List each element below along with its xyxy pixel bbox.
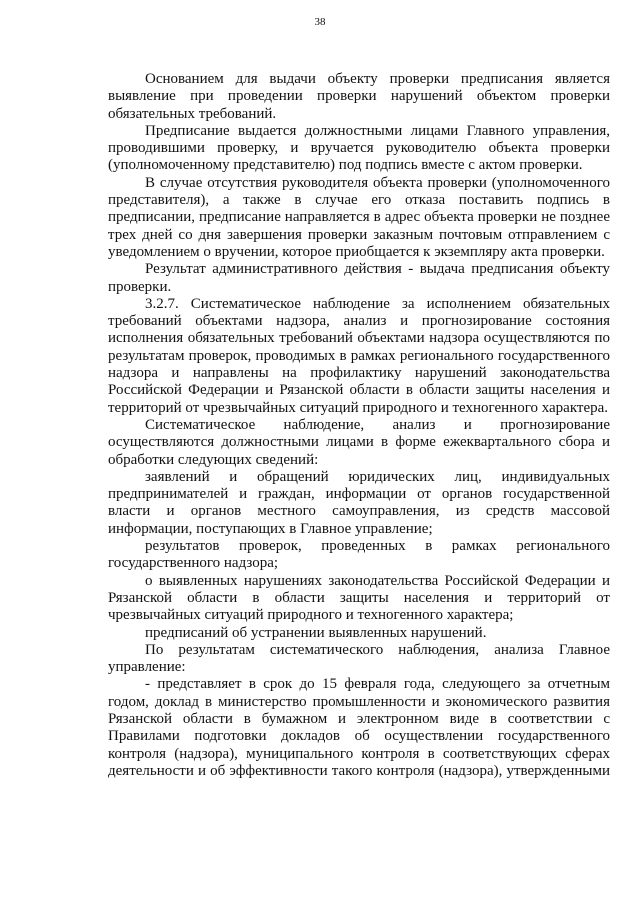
list-item-inspection-results: результатов проверок, проведенных в рамках регионального государственного надзора; xyxy=(108,538,610,572)
paragraph-section-3-2-7: 3.2.7. Систематическое наблюдение за исполнением обязательных требований объектами надзора, анализ и прогнозирование состояния исполнения обязательных требований объектами надзора осуществляются по результатам проверок, проводимых в рамках регионального государственного надзора и направлены на профилактику нарушений законодательства Российской Федерации и Рязанской области в области защиты населения и территорий от чрезвычайных ситуаций природного и техногенного характера. xyxy=(108,295,610,416)
list-item-violations: о выявленных нарушениях законодательства Российской Федерации и Рязанской области в области защиты населения и территорий от чрезвычайных ситуаций природного и техногенного характера; xyxy=(108,572,610,624)
paragraph-report-deadline: - представляет в срок до 15 февраля года, следующего за отчетным годом, доклад в министерство промышленности и экономического развития Рязанской области в бумажном и электронном виде в соответствии с Правилами подготовки докладов об осуществлении государственного контроля (надзора), муниципального контроля в соответствующих сферах деятельности и об эффективности такого контроля (надзора), утвержденными xyxy=(108,676,610,779)
document-body xyxy=(108,71,610,780)
paragraph-results-intro: По результатам систематического наблюдения, анализа Главное управление: xyxy=(108,641,610,676)
paragraph-action-result: Результат административного действия - выдача предписания объекту проверки. xyxy=(108,261,610,295)
list-item-appeals: заявлений и обращений юридических лиц, индивидуальных предпринимателей и граждан, информации от органов государственной власти и органов местного самоуправления, из средств массовой информации, поступающих в Главное управление; xyxy=(108,468,610,537)
paragraph-absence-of-head: В случае отсутствия руководителя объекта проверки (уполномоченного представителя), а также в случае его отказа поставить подпись в предписании, предписание направляется в адрес объекта проверки не позднее трех дней со дня завершения проверки заказным почтовым отправлением с уведомлением о вручении, которое приобщается к экземпляру акта проверки. xyxy=(108,174,610,260)
paragraph-observation-form: Систематическое наблюдение, анализ и прогнозирование осуществляются должностными лицами в форме ежеквартального сбора и обработки следующих сведений: xyxy=(108,416,610,468)
list-item-orders: предписаний об устранении выявленных нарушений. xyxy=(145,624,487,641)
paragraph-order-grounds: Основанием для выдачи объекту проверки предписания является выявление при проведении проверки нарушений объектом проверки обязательных требований. xyxy=(108,71,610,122)
page-number: 38 xyxy=(314,16,326,28)
paragraph-order-issuance: Предписание выдается должностными лицами Главного управления, проводившими проверку, и вручается руководителю объекта проверки (уполномоченному представителю) под подпись вместе с актом проверки. xyxy=(108,122,610,174)
